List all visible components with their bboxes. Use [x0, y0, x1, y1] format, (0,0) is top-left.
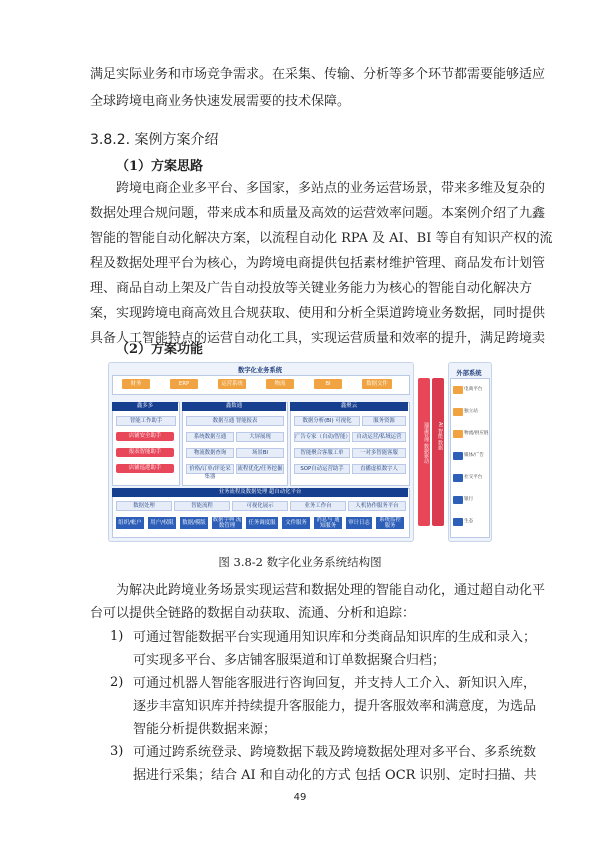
top-item: ERP — [170, 379, 198, 389]
list-line: 智能分析提供数据来源； — [133, 722, 277, 737]
column-item: SOP自动运营助手 — [294, 464, 350, 474]
column-item: 大屏展现 — [236, 432, 284, 442]
body-line: 全球跨境电商业务快速发展需要的技术保障。 — [90, 94, 351, 109]
list-line: 可实现多平台、多店铺客服渠道和订单数据聚合归档； — [133, 653, 446, 668]
subsection-title: （2）方案功能 — [116, 342, 204, 357]
column-item: 店铺巡逻助手 — [116, 464, 174, 473]
external-item: 物流/供应链 — [464, 431, 489, 436]
platform-item: 数据处理 — [116, 501, 172, 511]
middle-label: 通道管理 数据驱动 — [423, 422, 429, 464]
column-item: 店铺安全助手 — [116, 432, 174, 441]
column-item: 一对多智能客服 — [352, 448, 406, 458]
section-title: 3.8.2. 案例方案介绍 — [90, 132, 219, 148]
social-icon — [453, 474, 463, 482]
site-icon — [453, 408, 463, 416]
top-item: 数据文件 — [362, 379, 392, 389]
body-line: 台可以提供全链路的数据自动获取、流通、分析和追踪： — [90, 606, 416, 621]
column-item: 智能聚合客服工单 — [294, 448, 350, 458]
body-line: 跨境电商企业多平台、多国家，多站点的业务运营场景，带来多维及复杂的 — [116, 181, 546, 196]
page-number: 49 — [293, 792, 307, 803]
list-line: 可通过机器人智能客服进行咨询回复，并支持人工介入、新知识入库， — [133, 676, 537, 691]
external-item: 银行 — [464, 497, 474, 502]
main-title: 数字化业务系统 — [237, 367, 283, 374]
top-item: 运营系统 — [218, 379, 246, 389]
platform-service: 用户/权限 — [148, 517, 176, 529]
top-item: 财务 — [122, 379, 150, 389]
column-header: 数据互通 智能报表 — [186, 416, 284, 426]
external-item: 电商平台 — [464, 387, 483, 392]
platform-item: 智能流程 — [174, 501, 230, 511]
column-item: 直播虚拟数字人 — [352, 464, 406, 474]
media-icon — [453, 452, 463, 460]
list-line: 逐步丰富知识库并持续提升客服能力，提升客服效率和满意度，为选品 — [133, 699, 537, 714]
platform-title: 业务流程及数据处理 超自动化平台 — [112, 488, 408, 497]
column-header: 数据分析(BI) 可视化 — [294, 416, 360, 426]
ai-label: AI 智能 数据 — [437, 422, 443, 451]
column-item: 价格/订单/评论采集器 — [186, 464, 234, 474]
external-item: 媒体/广告 — [464, 453, 484, 458]
platform-service: 文件服务 — [282, 517, 310, 529]
column-item: 系统数据互通 — [186, 432, 234, 442]
platform-service: 数据字典 流数管理 — [212, 517, 242, 529]
column-item: 物流数据查询 — [186, 448, 234, 458]
top-item: 物流 — [266, 379, 294, 389]
body-line: 为解决此跨境业务场景实现运营和数据处理的智能自动化，通过超自动化平 — [116, 583, 546, 598]
list-number: 1) — [110, 629, 124, 644]
platform-icon — [453, 386, 463, 394]
external-item: 社交平台 — [464, 475, 483, 480]
platform-service: 系统监控 服务 — [376, 517, 404, 529]
column-item: 自动运营/私域运营 — [352, 432, 406, 442]
body-line: 数据处理合规问题，带来成本和质量及高效的运营效率问题。本案例介绍了九鑫 — [90, 206, 546, 221]
bank-icon — [453, 496, 463, 504]
list-line: 可通过跨系统登录、跨境数据下载及跨境数据处理对多平台、多系统数 — [133, 745, 537, 760]
top-item: BI — [314, 379, 342, 389]
body-line: 案，实现跨境电商高效且合规获取、使用和分析全渠道跨境业务数据，同时提供 — [90, 306, 546, 321]
list-line: 可通过智能数据平台实现通用知识库和分类商品知识库的生成和录入； — [133, 630, 537, 645]
platform-service: 组织/帐户 — [116, 517, 144, 529]
subsection-title: （1）方案思路 — [116, 159, 204, 174]
platform-service: 消息与 通知服务 — [314, 517, 342, 529]
logistics-icon — [453, 430, 463, 438]
list-number: 2) — [110, 675, 124, 690]
platform-item: 人机协作服务平台 — [348, 501, 406, 511]
column-item: 场景BI — [236, 448, 284, 458]
column-extra: 服务资源 — [362, 416, 406, 426]
body-line: 具备人工智能特点的运营自动化工具，实现运营质量和效率的提升，满足跨境卖 — [90, 331, 546, 346]
body-line: 智能的智能自动化解决方案，以流程自动化 RPA 及 AI、BI 等自有知识产权的流 — [90, 231, 553, 246]
body-line: 理、商品自动上架及广告自动投放等关键业务能力为核心的智能自动化解决方 — [90, 281, 533, 296]
column-1 — [112, 402, 180, 486]
body-line: 满足实际业务和市场竞争需求。在采集、传输、分析等多个环节都需要能够适应 — [90, 67, 546, 82]
column-title: 鑫聚云 — [290, 402, 408, 411]
list-line: 据进行采集；结合 AI 和自动化的方式 包括 OCR 识别、定时扫描、共 — [133, 768, 537, 783]
column-item: 广告专家（自动/智能） — [295, 434, 351, 440]
external-item: 独立站 — [464, 409, 478, 414]
figure-caption: 图 3.8-2 数字化业务系统结构图 — [218, 555, 382, 569]
column-title: 鑫数通 — [182, 402, 286, 411]
platform-item: 业务工作台 — [290, 501, 346, 511]
external-title: 外部系统 — [456, 370, 482, 377]
column-title: 鑫多多 — [112, 402, 178, 411]
digital-business-system-diagram — [108, 362, 490, 542]
column-header: 智能工作助手 — [116, 416, 176, 426]
ecosystem-icon — [453, 518, 463, 526]
body-line: 程及数据处理平台为核心，为跨境电商提供包括素材维护管理、商品发布计划管 — [90, 256, 546, 271]
platform-service: 数据/模版 — [180, 517, 208, 529]
platform-service: 任务调度服务 — [246, 517, 278, 529]
ai-bar — [432, 378, 444, 526]
platform-service: 审计日志 — [346, 517, 372, 529]
external-item: 生态 — [464, 519, 474, 524]
column-item: 流程优化/任务挖掘 — [237, 466, 283, 472]
platform-item: 可视化展示 — [232, 501, 288, 511]
list-number: 3) — [110, 744, 124, 759]
column-item: 报表智能助手 — [116, 448, 174, 457]
